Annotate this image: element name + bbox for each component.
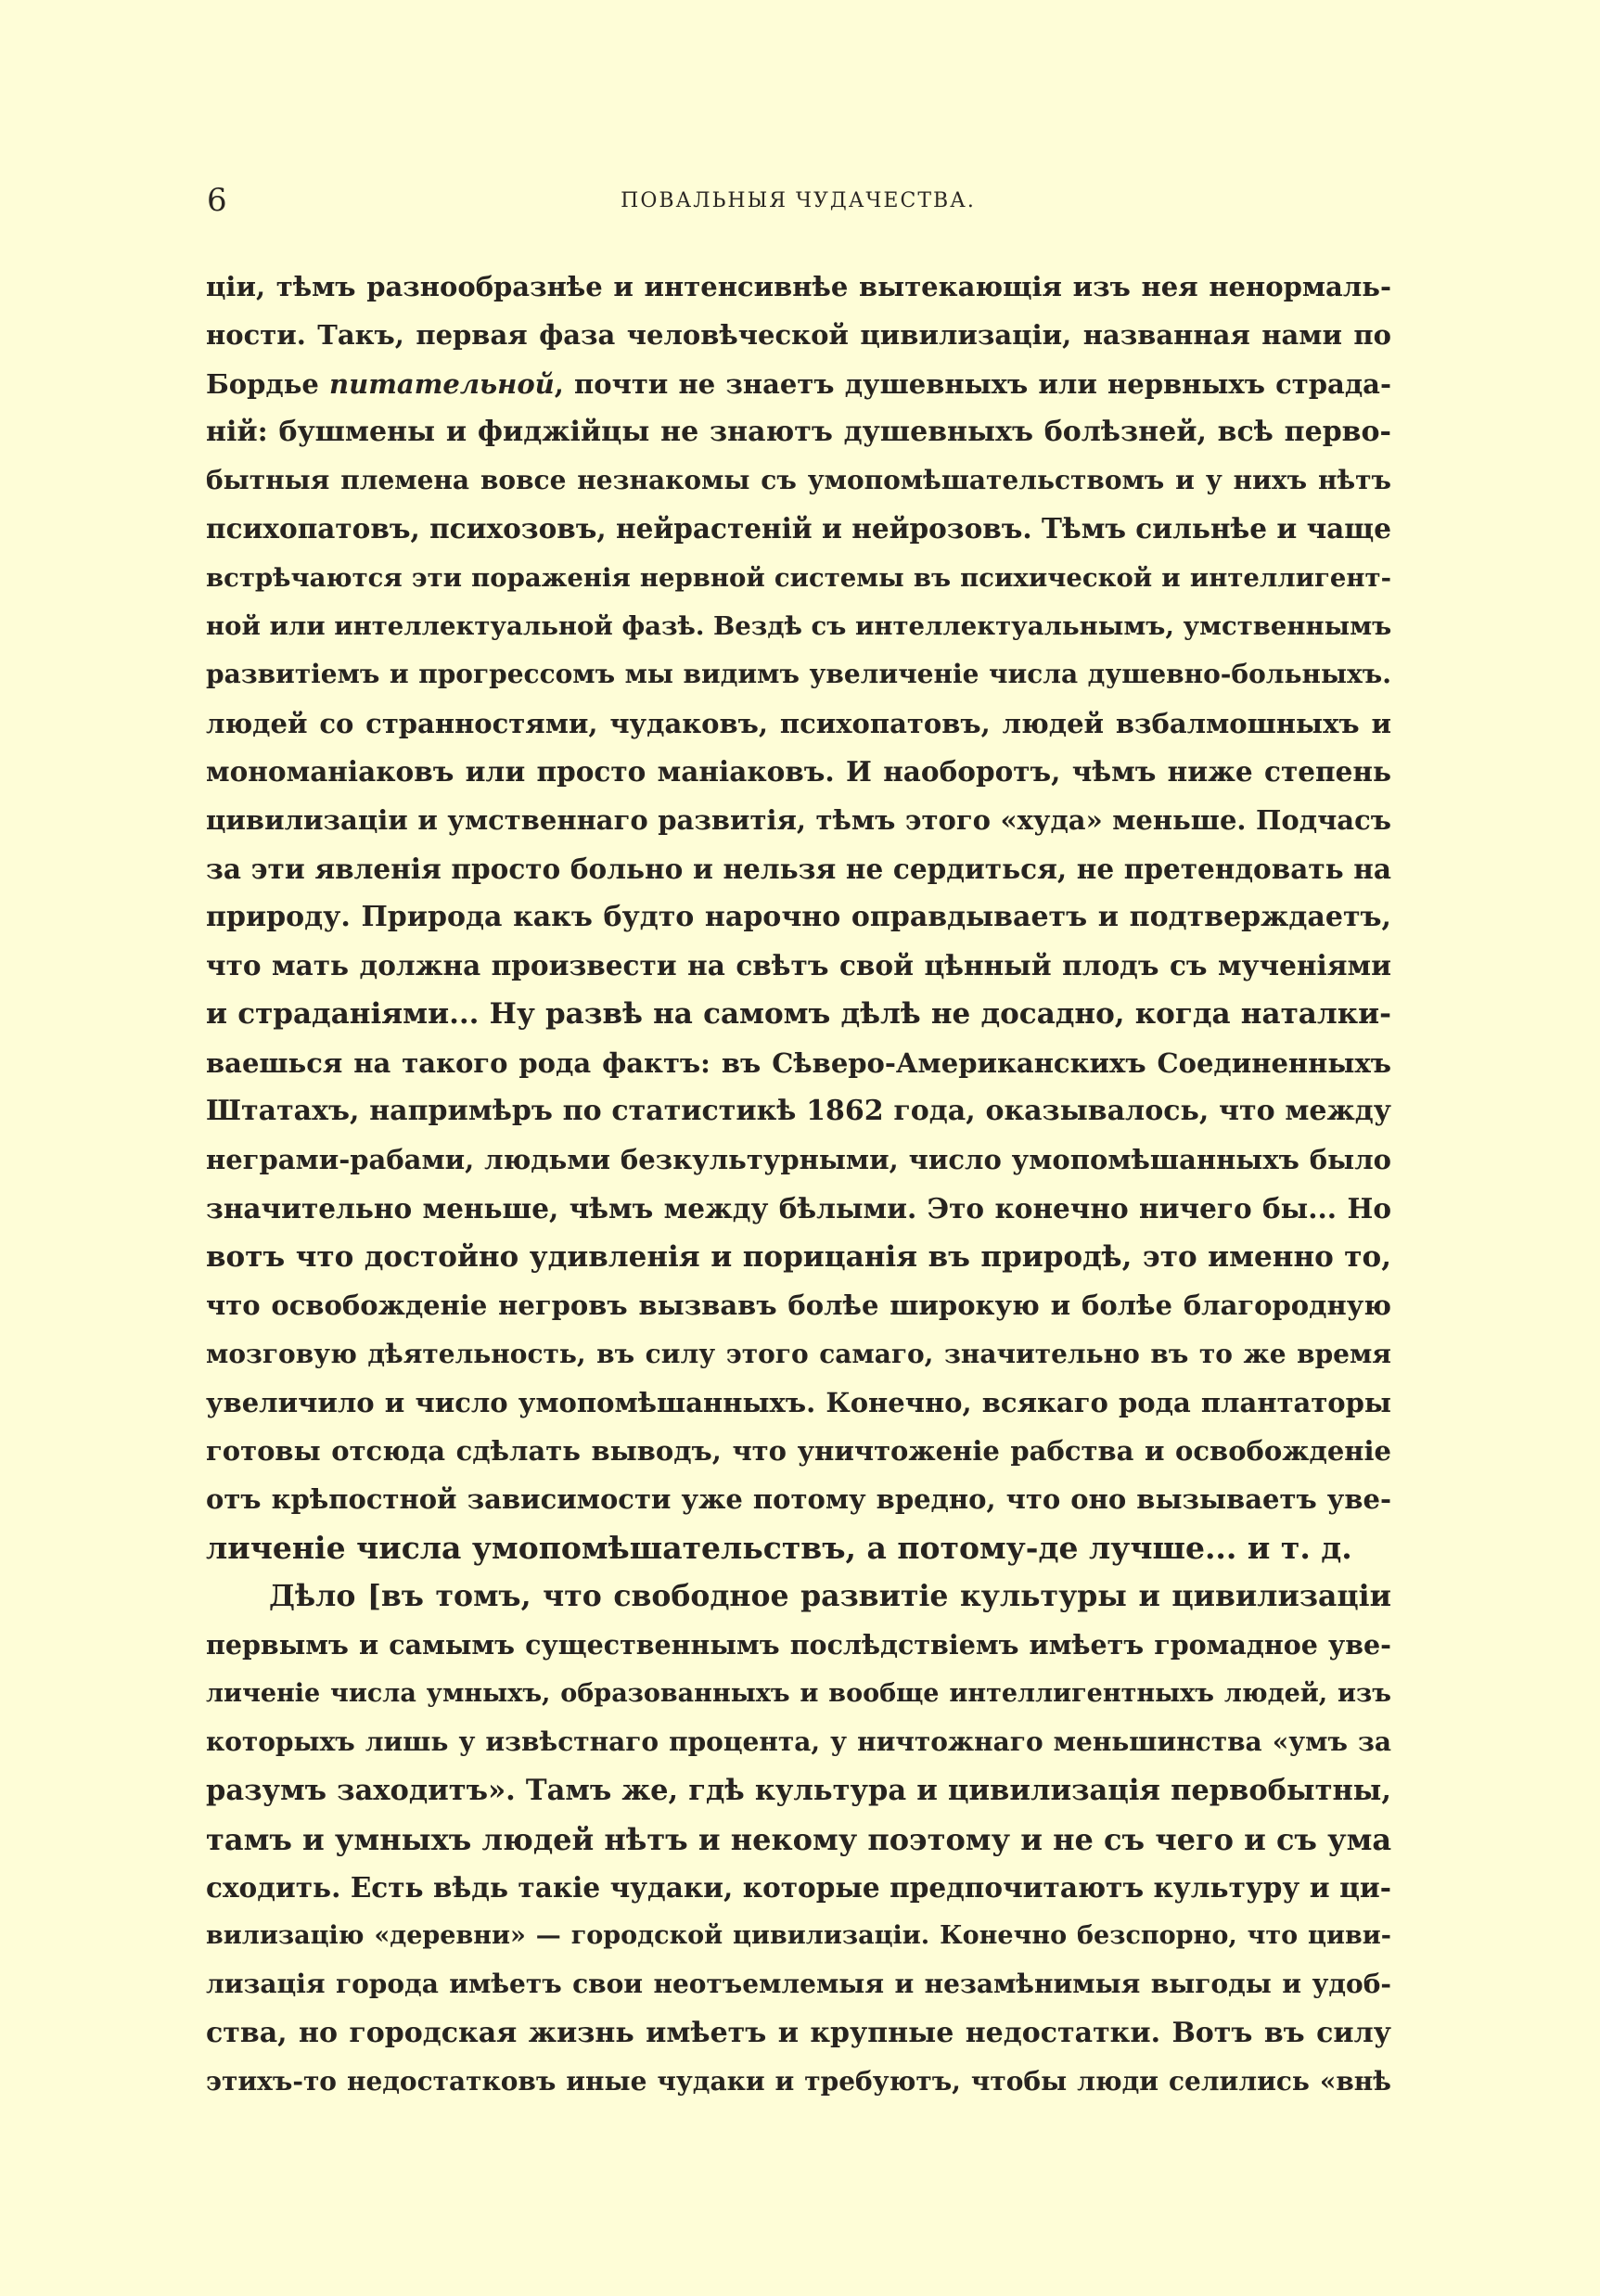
text-line: ній: бушмены и фиджійцы не знаютъ душевныхъ болѣзней, всѣ перво- bbox=[206, 415, 1391, 448]
text-line: что освобожденіе негровъ вызвавъ болѣе широкую и болѣе благородную bbox=[206, 1289, 1391, 1322]
body-text bbox=[206, 263, 1391, 2106]
text-line: бытныя племена вовсе незнакомы съ умопомѣшательствомъ и у нихъ нѣтъ bbox=[206, 465, 1391, 496]
text-line: вилизацію «деревни» — городской цивилизаціи. Конечно безспорно, что циви- bbox=[206, 1921, 1391, 1951]
text-line: личеніе числа умныхъ, образованныхъ и вообще интеллигентныхъ людей, изъ bbox=[206, 1678, 1391, 1708]
text-line: отъ крѣпостной зависимости уже потому вредно, что оно вызываетъ уве- bbox=[206, 1483, 1391, 1516]
running-title: ПОВАЛЬНЫЯ ЧУДАЧЕСТВА. bbox=[621, 189, 976, 212]
text-line: первымъ и самымъ существеннымъ послѣдствіемъ имѣетъ громадное уве- bbox=[206, 1629, 1391, 1661]
text-fragment: , почти не знаетъ душевныхъ или нервныхъ страда- bbox=[554, 367, 1391, 400]
text-line: лизація города имѣетъ свои неотъемлемыя и незамѣнимыя выгоды и удоб- bbox=[206, 1969, 1391, 2000]
text-line: готовы отсюда сдѣлать выводъ, что уничтоженіе рабства и освобожденіе bbox=[206, 1435, 1391, 1468]
text-line: вотъ что достойно удивленія и порицанія въ природѣ, это именно то, bbox=[206, 1239, 1391, 1274]
text-line: мономаніаковъ или просто маніаковъ. И наоборотъ, чѣмъ ниже степень bbox=[206, 754, 1391, 788]
page-number: 6 bbox=[207, 182, 228, 219]
text-line: ваешься на такого рода фактъ: въ Сѣверо-Американскихъ Соединенныхъ bbox=[206, 1046, 1391, 1079]
text-line: и страданіями... Ну развѣ на самомъ дѣлѣ не досадно, когда наталки- bbox=[206, 997, 1391, 1032]
text-line: тамъ и умныхъ людей нѣтъ и некому поэтому и не съ чего и съ ума bbox=[206, 1821, 1391, 1857]
text-line: этихъ-то недостатковъ иные чудаки и требуютъ, чтобы люди селились «внѣ bbox=[206, 2065, 1391, 2097]
text-line: неграми-рабами, людьми безкультурными, число умопомѣшанныхъ было bbox=[206, 1144, 1391, 1176]
text-line: разумъ заходитъ». Тамъ же, гдѣ культура и цивилизація первобытны, bbox=[206, 1774, 1391, 1808]
text-line: ства, но городская жизнь имѣетъ и крупные недостатки. Вотъ въ силу bbox=[206, 2016, 1391, 2049]
text-line: встрѣчаются эти пораженія нервной системы въ психической и интеллигент- bbox=[206, 562, 1391, 593]
paragraph-2 bbox=[206, 1572, 1391, 2106]
text-line: природу. Природа какъ будто нарочно оправдываетъ и подтверждаетъ, bbox=[206, 900, 1391, 933]
paragraph-1 bbox=[206, 263, 1391, 1572]
text-line: цивилизаціи и умственнаго развитія, тѣмъ этого «худа» меньше. Подчасъ bbox=[206, 804, 1391, 837]
text-line: мозговую дѣятельность, въ силу этого самаго, значительно въ то же время bbox=[206, 1338, 1391, 1369]
text-line: за эти явленія просто больно и нельзя не сердиться, не претендовать на bbox=[206, 852, 1391, 885]
text-line: ціи, тѣмъ разнообразнѣе и интенсивнѣе вытекающія изъ нея ненормаль- bbox=[206, 271, 1391, 302]
running-head bbox=[207, 182, 1389, 228]
italic-term: питательной bbox=[329, 367, 555, 400]
text-line: ной или интеллектуальной фазѣ. Вездѣ съ интеллектуальнымъ, умственнымъ bbox=[206, 611, 1391, 642]
text-line bbox=[206, 360, 1391, 408]
text-line: людей со странностями, чудаковъ, психопатовъ, людей взбалмошныхъ и bbox=[206, 707, 1391, 739]
text-line: психопатовъ, психозовъ, нейрастеній и нейрозовъ. Тѣмъ сильнѣе и чаще bbox=[206, 512, 1391, 545]
text-line: личеніе числа умопомѣшательствъ, а потому-де лучше... и т. д. bbox=[206, 1529, 1352, 1566]
text-line: Штатахъ, напримѣръ по статистикѣ 1862 года, оказывалось, что между bbox=[206, 1095, 1391, 1128]
text-line: которыхъ лишь у извѣстнаго процента, у ничтожнаго меньшинства «умъ за bbox=[206, 1725, 1391, 1757]
text-fragment: Бордье bbox=[206, 367, 330, 400]
text-line: Дѣло [въ томъ, что свободное развитіе культуры и цивилизаціи bbox=[269, 1579, 1391, 1614]
text-line: что мать должна произвести на свѣтъ свой цѣнный плодъ съ мученіями bbox=[206, 949, 1391, 982]
text-line: значительно меньше, чѣмъ между бѣлыми. Это конечно ничего бы... Но bbox=[206, 1191, 1391, 1225]
text-line: сходить. Есть вѣдь такіе чудаки, которые предпочитаютъ культуру и ци- bbox=[206, 1870, 1391, 1904]
text-line: развитіемъ и прогрессомъ мы видимъ увеличеніе числа душевно-больныхъ. bbox=[206, 659, 1391, 690]
text-line: ности. Такъ, первая фаза человѣческой цивилизаціи, названная нами по bbox=[206, 319, 1391, 352]
text-line: увеличило и число умопомѣшанныхъ. Конечно, всякаго рода плантаторы bbox=[206, 1386, 1391, 1418]
